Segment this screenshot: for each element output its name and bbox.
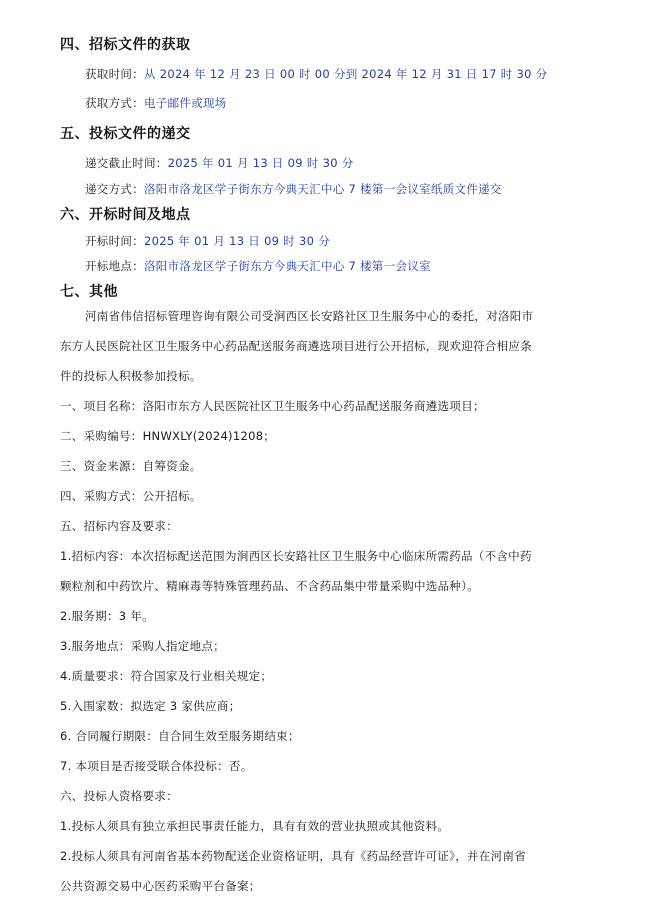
req-6: 6. 合同履行期限：自合同生效至服务期结束； [60, 729, 300, 743]
qual-2-line-2: 公共资源交易中心医药采购平台备案； [60, 879, 261, 893]
intro-line-3: 件的投标人积极参加投标。 [60, 369, 202, 383]
submit-method-value: 洛阳市洛龙区学子街东方今典天汇中心 7 楼第一会议室纸质文件递交 [144, 182, 502, 196]
req-4: 4.质量要求：符合国家及行业相关规定； [60, 669, 273, 683]
section-5-title: 五、投标文件的递交 [60, 126, 191, 142]
submit-method-line [85, 181, 502, 197]
open-time-label: 开标时间： [85, 234, 144, 248]
open-place-line [85, 258, 431, 274]
item-procurement-method: 四、采购方式：公开招标。 [60, 489, 202, 503]
submit-method-label: 递交方式： [85, 182, 144, 196]
acquire-time-label: 获取时间： [85, 67, 144, 81]
req-2: 2.服务期：3 年。 [60, 609, 154, 623]
deadline-value: 2025 年 01 月 13 日 09 时 30 分 [167, 156, 354, 170]
acquire-method-value: 电子邮件或现场 [144, 96, 227, 110]
deadline-line [85, 155, 354, 171]
req-3: 3.服务地点：采购人指定地点； [60, 639, 225, 653]
acquire-time-value: 从 2024 年 12 月 23 日 00 时 00 分到 2024 年 12 月 31 日 17 时 30 分 [144, 67, 548, 81]
section-4-title: 四、招标文件的获取 [60, 37, 191, 53]
item-project-name: 一、项目名称：洛阳市东方人民医院社区卫生服务中心药品配送服务商遴选项目； [60, 399, 485, 413]
section-7-title: 七、其他 [60, 284, 118, 300]
req-5: 5.入围家数：拟选定 3 家供应商； [60, 699, 241, 713]
acquire-method-line [85, 95, 227, 111]
open-time-line [85, 233, 330, 249]
item-content-requirements: 五、招标内容及要求： [60, 519, 178, 533]
req-7: 7. 本项目是否接受联合体投标：否。 [60, 759, 253, 773]
acquire-time-line [85, 66, 548, 82]
intro-line-1: 河南省伟信招标管理咨询有限公司受涧西区长安路社区卫生服务中心的委托，对洛阳市 [85, 309, 534, 323]
intro-line-2: 东方人民医院社区卫生服务中心药品配送服务商遴选项目进行公开招标，现欢迎符合相应条 [60, 339, 532, 353]
open-place-value: 洛阳市洛龙区学子街东方今典天汇中心 7 楼第一会议室 [144, 259, 431, 273]
item-fund-source: 三、资金来源：自筹资金。 [60, 459, 202, 473]
item-procurement-number: 二、采购编号：HNWXLY(2024)1208； [60, 429, 276, 443]
qual-2-line-1: 2.投标人须具有河南省基本药物配送企业资格证明，具有《药品经营许可证》，并在河南省 [60, 849, 527, 863]
qual-1: 1.投标人须具有独立承担民事责任能力，具有有效的营业执照或其他资料。 [60, 819, 450, 833]
req-1-line-2: 颗粒剂和中药饮片、精麻毒等特殊管理药品、不含药品集中带量采购中选品种）。 [60, 579, 480, 593]
deadline-label: 递交截止时间： [85, 156, 168, 170]
open-place-label: 开标地点： [85, 259, 144, 273]
req-1-line-1: 1.招标内容：本次招标配送范围为涧西区长安路社区卫生服务中心临床所需药品（不含中药 [60, 549, 532, 563]
open-time-value: 2025 年 01 月 13 日 09 时 30 分 [144, 234, 330, 248]
section-6-title: 六、开标时间及地点 [60, 207, 191, 223]
item-qualifications: 六、投标人资格要求： [60, 789, 178, 803]
acquire-method-label: 获取方式： [85, 96, 144, 110]
